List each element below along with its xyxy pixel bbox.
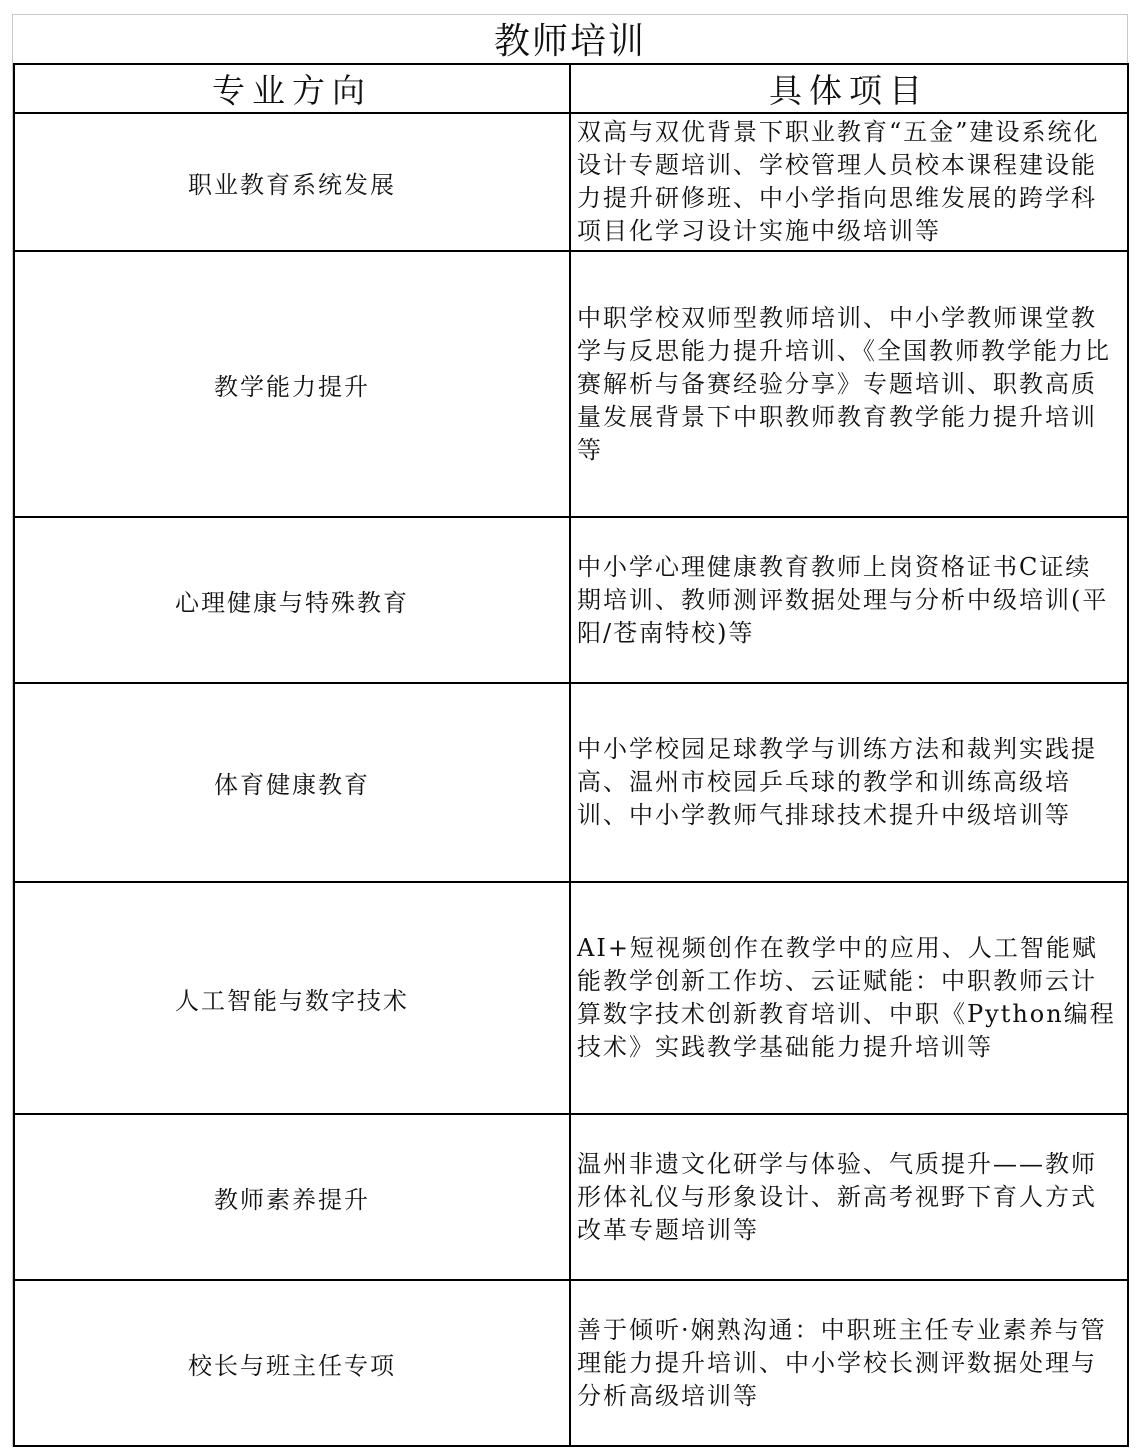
table-row [14,113,1128,251]
projects-cell: 双高与双优背景下职业教育“五金”建设系统化设计专题培训、学校管理人员校本课程建设能力提升研修班、中小学指向思维发展的跨学科项目化学习设计实施中级培训等 [570,113,1128,251]
direction-cell: 人工智能与数字技术 [14,882,570,1114]
table-row [14,1114,1128,1280]
projects-cell: 中小学校园足球教学与训练方法和裁判实践提高、温州市校园乒乓球的教学和训练高级培训、中小学教师气排球技术提升中级培训等 [570,683,1128,882]
table-row [14,683,1128,882]
direction-cell: 职业教育系统发展 [14,113,570,251]
direction-cell: 校长与班主任专项 [14,1280,570,1446]
training-table [13,63,1129,1447]
table-row [14,1280,1128,1446]
page-title: 教师培训 [493,21,646,62]
table-row [14,251,1128,517]
direction-cell: 体育健康教育 [14,683,570,882]
projects-cell: AI+短视频创作在教学中的应用、人工智能赋能教学创新工作坊、云证赋能：中职教师云计算数字技术创新教育培训、中职《Python编程技术》实践教学基础能力提升培训等 [570,882,1128,1114]
projects-cell: 善于倾听·娴熟沟通：中职班主任专业素养与管理能力提升培训、中小学校长测评数据处理与分析高级培训等 [570,1280,1128,1446]
projects-cell: 中小学心理健康教育教师上岗资格证书C证续期培训、教师测评数据处理与分析中级培训(平阳/苍南特校)等 [570,517,1128,683]
projects-cell: 中职学校双师型教师培训、中小学教师课堂教学与反思能力提升培训、《全国教师教学能力比赛解析与备赛经验分享》专题培训、职教高质量发展背景下中职教师教育教学能力提升培训等 [570,251,1128,517]
column-header-direction: 专业方向 [14,64,570,113]
table-header-row [14,64,1128,113]
table-row [14,517,1128,683]
projects-cell: 温州非遗文化研学与体验、气质提升——教师形体礼仪与形象设计、新高考视野下育人方式改革专题培训等 [570,1114,1128,1280]
direction-cell: 教学能力提升 [14,251,570,517]
direction-cell: 心理健康与特殊教育 [14,517,570,683]
direction-cell: 教师素养提升 [14,1114,570,1280]
training-sheet [12,14,1128,1447]
column-header-projects: 具体项目 [570,64,1128,113]
table-row [14,882,1128,1114]
